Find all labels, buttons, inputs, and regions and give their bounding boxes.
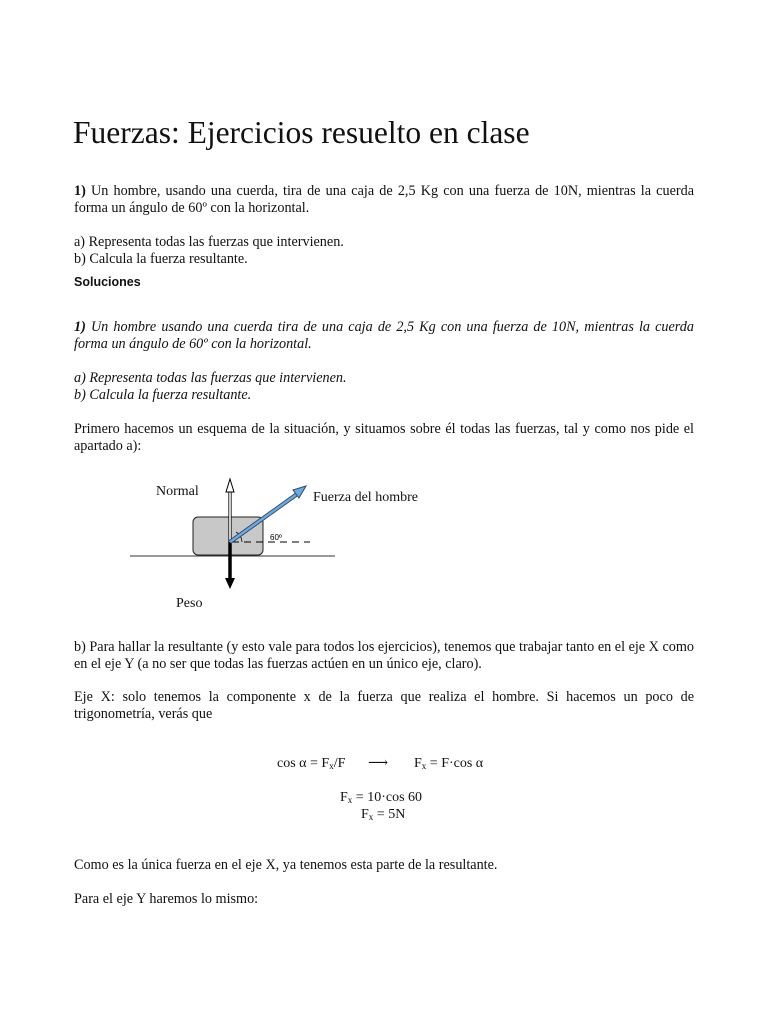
paragraph-resultant: b) Para hallar la resultante (y esto vale para todos los ejercicios), tenemos que trabajar tanto en el eje X como en el eje Y (a no ser que todas las fuerzas actúen en un único eje, claro). bbox=[74, 639, 694, 672]
normal-arrow-head bbox=[226, 479, 234, 492]
solution-number: 1) bbox=[74, 319, 86, 335]
equation-fx-formula: $F_x = F\cdot\cos$ α bbox=[414, 756, 484, 771]
paragraph-y-axis: Para el eje Y haremos lo mismo: bbox=[74, 891, 259, 907]
label-normal: Normal bbox=[156, 484, 199, 499]
box bbox=[193, 517, 263, 555]
paragraph-x-axis: Eje X: solo tenemos la componente x de la fuerza que realiza el hombre. Si hacemos un poco de trigonometría, verás que bbox=[74, 689, 694, 722]
intro-paragraph: Primero hacemos un esquema de la situación, y situamos sobre él todas las fuerzas, tal y como nos pide el apartado a): bbox=[74, 421, 694, 454]
problem-text: Un hombre, usando una cuerda, tira de una caja de 2,5 Kg con una fuerza de 10N, mientras la cuerda forma un ángulo de 60º con la horizontal. bbox=[74, 183, 694, 216]
equation-fx-result: $F_x = 5N$ bbox=[361, 807, 406, 822]
solution-text: Un hombre usando una cuerda tira de una caja de 2,5 Kg con una fuerza de 10N, mientras la cuerda forma un ángulo de 60º con la horizontal. bbox=[74, 319, 694, 352]
label-man-force: Fuerza del hombre bbox=[313, 490, 418, 505]
problem-part-a: a) Representa todas las fuerzas que intervienen. bbox=[74, 234, 344, 250]
solution-part-a: a) Representa todas las fuerzas que intervienen. bbox=[74, 370, 347, 386]
force-diagram bbox=[120, 468, 350, 598]
problem-statement bbox=[74, 183, 694, 217]
equation-arrow: ⟶ bbox=[368, 756, 389, 771]
label-weight: Peso bbox=[176, 596, 203, 611]
angle-label: 60º bbox=[270, 533, 282, 542]
solutions-heading: Soluciones bbox=[74, 275, 141, 289]
equation-cos-definition: $\cos \alpha = F_x/F$ bbox=[277, 756, 346, 771]
weight-arrow-head bbox=[225, 578, 235, 589]
page-title: Fuerzas: Ejercicios resuelto en clase bbox=[73, 115, 530, 150]
problem-number: 1) bbox=[74, 183, 86, 199]
solution-statement bbox=[74, 319, 694, 353]
problem-part-b: b) Calcula la fuerza resultante. bbox=[74, 251, 248, 267]
paragraph-unique-force: Como es la única fuerza en el eje X, ya tenemos esta parte de la resultante. bbox=[74, 857, 498, 873]
solution-part-b: b) Calcula la fuerza resultante. bbox=[74, 387, 252, 403]
equation-fx-value: $F_x = 10\cdot\cos$ 60 bbox=[340, 790, 423, 805]
